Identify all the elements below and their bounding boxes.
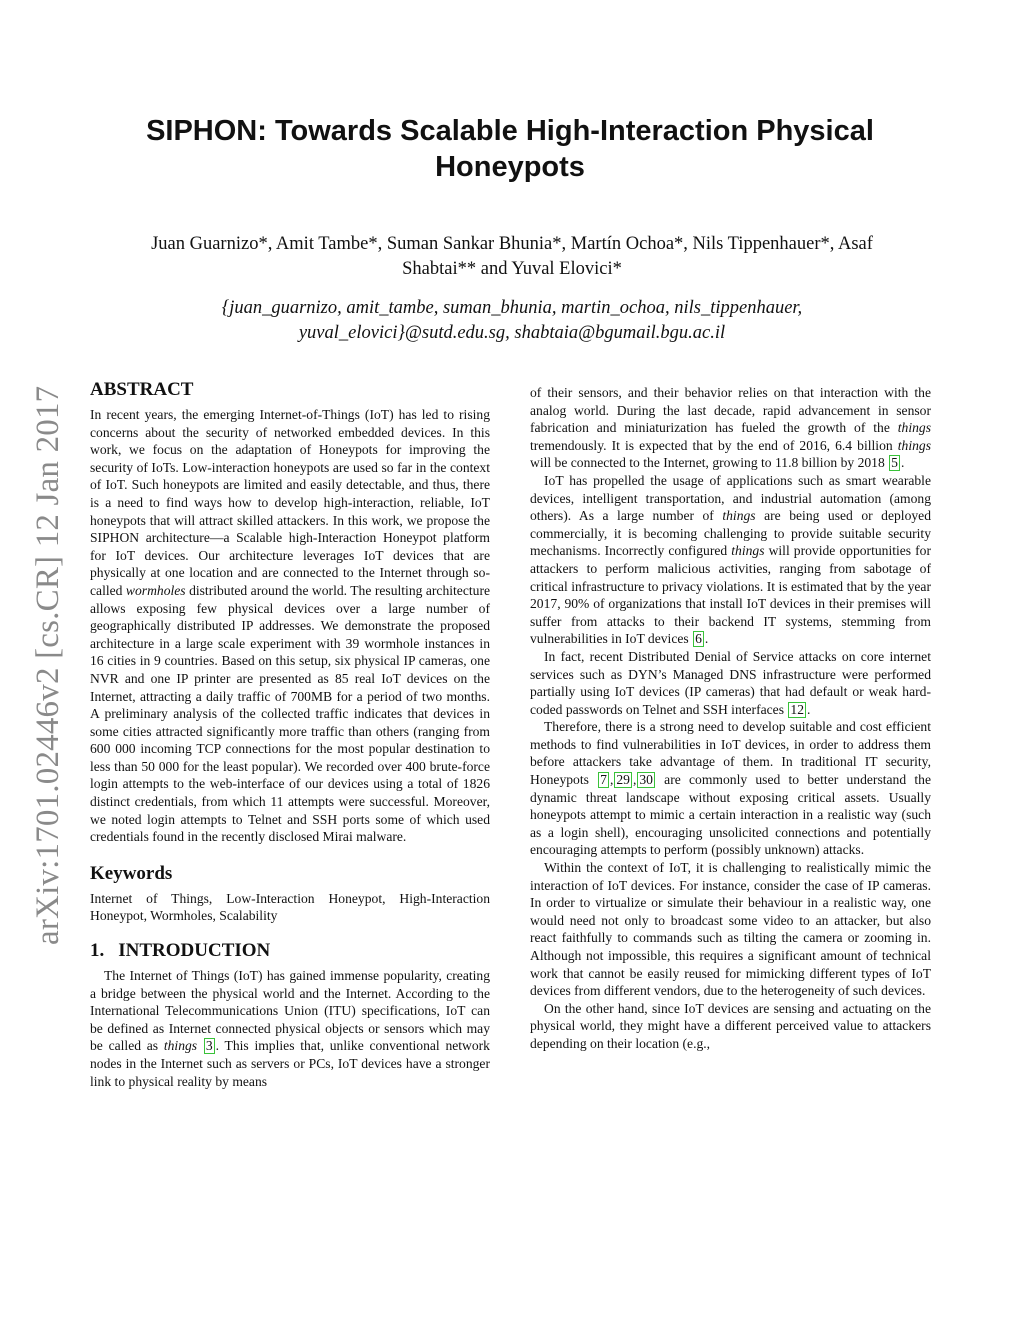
section-title: INTRODUCTION	[118, 940, 271, 962]
italic-term: things	[897, 437, 931, 453]
abstract-text-part: distributed around the world. The resulting architecture allows exposing few physical devices over a large number of geographically distributed IP addresses. We demonstrate the proposed architecture in a large scale experiment with 39 wormhole instances in 16 cities in 9 countries. Based on this setup, six physical IP cameras, one NVR and one IP printer are presented as 85 real IoT devices on the Internet, attracting a daily traffic of 700MB for a period of two months. A preliminary analysis of the collected traffic indicates that devices in some cities attracted significantly more traffic than others (ranging from 600 000 incoming TCP connections for the most popular destination to less than 50 000 for the least popular). We recorded over 400 brute-force login attempts to the web-interface of our devices using a total of 1826 distinct credentials, from which 11 attempts were successful. Moreover, we noted login attempts to Telnet and SSH ports some of which used credentials found in the recently disclosed Mirai malware.	[90, 582, 491, 845]
italic-term: things	[722, 508, 756, 524]
text-part: . This implies that, unlike conventional network nodes in the Internet such as servers or PCs, IoT devices have a stronger link to physical reality by means	[90, 1038, 490, 1089]
citation-link[interactable]: 29	[616, 772, 630, 788]
author-list	[80, 232, 944, 282]
text-part: IoT has propelled the usage of applications such as smart wearable devices, intelligent transportation, and industrial automation (among others). As a large number of	[530, 472, 931, 524]
introduction-heading	[90, 939, 490, 963]
text-part: are being used or deployed commercially, it is becoming challenging to provide suitable security mechanisms. Incorrectly configured	[530, 508, 931, 559]
citation-link[interactable]: 12	[790, 701, 804, 717]
abstract-heading: ABSTRACT	[90, 379, 194, 400]
title-line: SIPHON: Towards Scalable High-Interaction Physical	[146, 115, 874, 147]
keywords-text: Internet of Things, Low-Interaction Honeypot, High-Interaction Honeypot, Wormholes, Scalability	[90, 890, 490, 924]
email-line: yuval_elovici}@sutd.edu.sg, shabtaia@bgumail.bgu.ac.il	[298, 323, 726, 343]
citation-link[interactable]: 3	[205, 1038, 213, 1054]
italic-term: things	[163, 1038, 198, 1054]
paper-title	[120, 113, 900, 185]
right-column	[530, 384, 931, 1053]
email-line: {juan_guarnizo, amit_tambe, suman_bhunia, martin_ochoa, nils_tippenhauer,	[221, 298, 803, 318]
abstract-text	[90, 406, 490, 846]
text-part: In fact, recent Distributed Denial of Service attacks on core internet services such as DYN’s Managed DNS infrastructure were performed partially using IoT devices (IP cameras) that had default or weak hard-coded passwords on Telnet and SSH interfaces	[530, 648, 931, 717]
text-part: The Internet of Things (IoT) has gained immense popularity, creating a bridge between the physical world and the Internet. According to the International Telecommunications Union (ITU) specifications, IoT can be defined as Internet connected physical objects or sensors which may be called as	[90, 968, 490, 1054]
arxiv-identifier: arXiv:1701.02446v2 [cs.CR] 12 Jan 2017	[30, 385, 66, 945]
citation-link[interactable]: 30	[639, 772, 653, 788]
citation-link[interactable]: 7	[600, 772, 607, 788]
author-line: Shabtai** and Yuval Elovici*	[402, 259, 622, 279]
body-paragraph: In fact, recent Distributed Denial of Service attacks on core internet services such as DYN’s Managed DNS infrastructure were performed partially using IoT devices (IP cameras) that had default or weak hard-coded passwords on Telnet and SSH interfaces 12 .	[530, 648, 931, 717]
body-paragraph: of their sensors, and their behavior relies on that interaction with the analog world. During the last decade, rapid advancement in sensor fabrication and miniaturization has fueled the growth of the things tremendously. It is expected that by the end of 2016, 6.4 billion things will be connected to the Internet, growing to 11.8 billion by 2018 5 .	[530, 385, 932, 471]
keywords-heading: Keywords	[90, 862, 173, 884]
text-part: tremendously. It is expected that by the end of 2016, 6.4 billion	[530, 437, 893, 453]
citation-link[interactable]: 6	[695, 631, 702, 647]
text-part: will be connected to the Internet, growing to 11.8 billion by 2018	[530, 455, 885, 471]
body-paragraph: Therefore, there is a strong need to develop suitable and cost efficient methods to find vulnerabilities in IoT devices, in order to address them before attackers take advantage of them. In traditional IT security, Honeypots 7 , 29 , 30 are commonly used to better understand the dynamic threat landscape without exposing critical assets. Usually honeypots attempt to mimic a certain interaction in a realistic way (such as a login shell), encouraging unsolicited connections and potentially encouraging attempts to perform (possibly unknown) attacks.	[530, 719, 931, 858]
body-paragraph: On the other hand, since IoT devices are sensing and actuating on the physical world, they might have a different perceived value to attackers depending on their location (e.g.,	[530, 1000, 931, 1051]
section-number: 1.	[90, 940, 105, 962]
abstract-text-part: In recent years, the emerging Internet-of-Things (IoT) has led to rising concerns about the security of networked embedded devices. In this work, we focus on the adaptation of Honeypots for improving the security of IoTs. Low-interaction honeypots are used so far in the context of IoT. Such honeypots are limited and easily detectable, and thus, there is a need to find ways how to develop high-interaction, reliable, IoT honeypots that will attract skilled attackers. In this work, we propose the SIPHON architecture—a Scalable high-Interaction Honeypot platform for IoT devices. Our architecture leverages IoT devices that are physically at one location and are connected to the Internet through so-called	[90, 407, 490, 598]
text-part: Therefore, there is a strong need to develop suitable and cost efficient methods to find vulnerabilities in IoT devices, in order to address them before attackers take advantage of them. In traditional IT security, Honeypots	[530, 719, 931, 788]
title-line: Honeypots	[435, 151, 585, 183]
author-line: Juan Guarnizo*, Amit Tambe*, Suman Sankar Bhunia*, Martín Ochoa*, Nils Tippenhauer*, Asaf	[151, 234, 873, 254]
citation-link[interactable]: 5	[891, 455, 898, 471]
author-emails	[100, 296, 924, 346]
text-part: of their sensors, and their behavior relies on that interaction with the analog world. During the last decade, rapid advancement in sensor fabrication and miniaturization has fueled the growth of the	[530, 385, 931, 436]
body-paragraph: IoT has propelled the usage of applications such as smart wearable devices, intelligent transportation, and industrial automation (among others). As a large number of things are being used or deployed commercially, it is becoming challenging to provide suitable security mechanisms. Incorrectly configured things will provide opportunities for attackers to perform malicious activities, ranging from sabotage of critical infrastructure to privacy violations. It is estimated that by the year 2017, 90% of organizations that install IoT devices in their premises will suffer from attacks to their backend IT systems, stemming from vulnerabilities in IoT devices 6 .	[530, 472, 931, 647]
italic-term: things	[897, 420, 932, 436]
text-part: will provide opportunities for attackers to perform malicious activities, ranging from sabotage of critical infrastructure to privacy violations. It is estimated that by the year 2017, 90% of organizations that install IoT devices in their premises will suffer from attacks to their backend IT systems, stemming from vulnerabilities in IoT devices	[530, 543, 931, 647]
left-column	[90, 378, 490, 1090]
italic-term: things	[731, 543, 765, 559]
intro-paragraph	[90, 967, 490, 1090]
text-part: are commonly used to better understand the dynamic threat landscape without exposing critical assets. Usually honeypots attempt to mimic a certain interaction in a realistic way (such as a login shell), encouraging unsolicited connections and potentially encouraging attempts to perform (possibly unknown) attacks.	[530, 772, 931, 858]
abstract-italic-term: wormholes	[125, 582, 186, 598]
body-paragraph: Within the context of IoT, it is challenging to realistically mimic the interaction of IoT devices. For instance, consider the case of IP cameras. In order to virtualize or simulate their behaviour in a realistic way, one would need not only to broadcast some video to an attacker, but also react faithfully to commands such as tilting the camera or zooming in. Although not impossible, this requires a significant amount of technical work that cannot be easily reused for mimicking different types of IoT devices from different vendors, due to the heterogeneity of such devices.	[530, 860, 931, 999]
